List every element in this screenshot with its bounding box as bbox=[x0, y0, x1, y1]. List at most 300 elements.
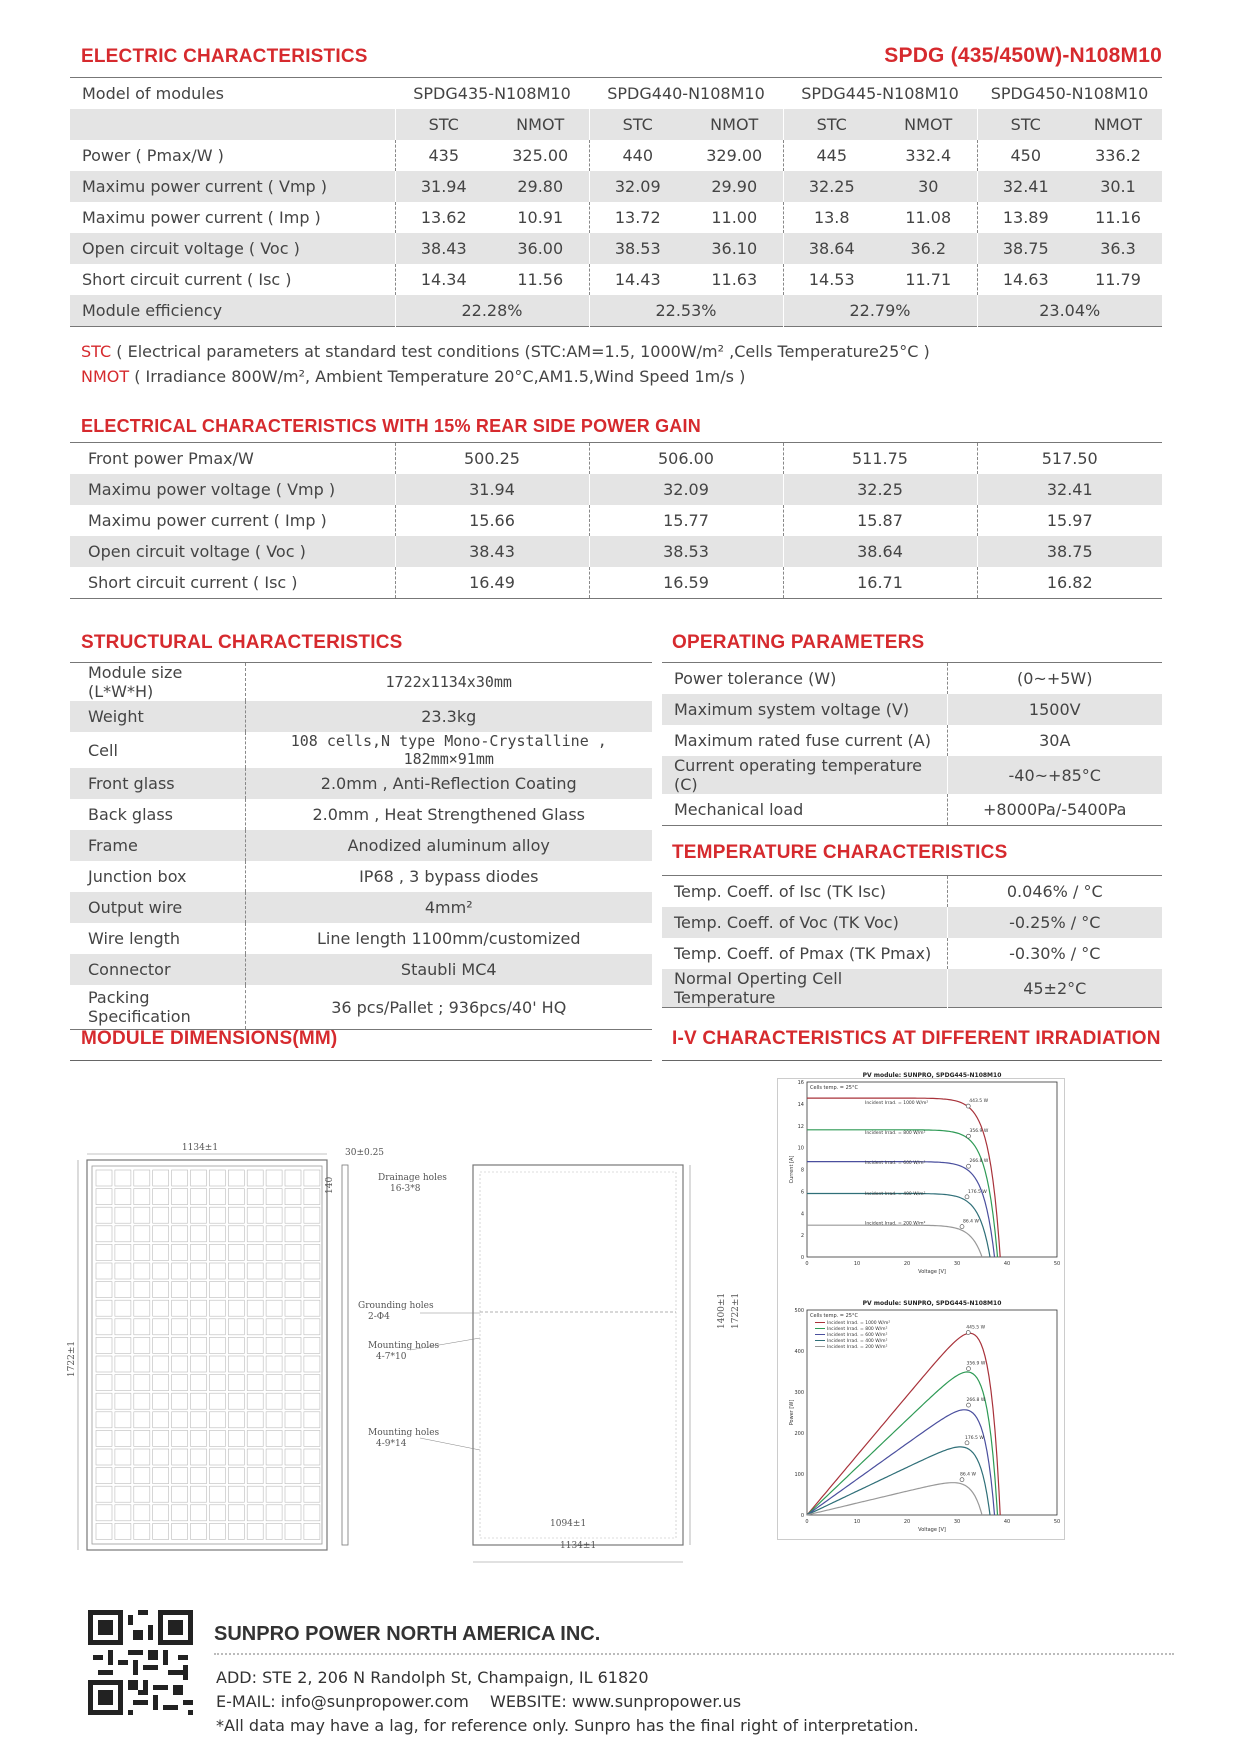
legend-entry: Incident Irrad. = 400 W/m² bbox=[827, 1339, 888, 1344]
table-row bbox=[70, 474, 1162, 505]
solar-cell bbox=[96, 1356, 112, 1372]
row-label: Module efficiency bbox=[70, 295, 395, 327]
mpp-label: 443.5 W bbox=[969, 1099, 989, 1105]
solar-cell bbox=[285, 1468, 301, 1484]
solar-cell bbox=[115, 1412, 131, 1428]
cell-value: 30A bbox=[947, 725, 1162, 756]
table-row bbox=[70, 140, 1162, 171]
series-label: Incident Irrad. = 200 W/m² bbox=[865, 1221, 926, 1227]
stc-key: STC bbox=[81, 342, 112, 361]
y-tick-label: 200 bbox=[794, 1431, 804, 1437]
solar-cell bbox=[304, 1337, 320, 1353]
row-label: Junction box bbox=[88, 867, 187, 886]
cell-value: 4mm² bbox=[245, 892, 652, 923]
solar-cell bbox=[191, 1356, 207, 1372]
solar-cell bbox=[266, 1412, 282, 1428]
cell-value: 15.77 bbox=[589, 505, 783, 536]
y-tick-label: 400 bbox=[794, 1349, 804, 1355]
stc-text: ( Electrical parameters at standard test conditions (STC:AM=1.5, 1000W/m² ,Cells Temperature25°C ) bbox=[111, 342, 930, 361]
solar-cell bbox=[96, 1300, 112, 1316]
solar-cell bbox=[134, 1486, 150, 1502]
solar-cell bbox=[228, 1505, 244, 1521]
solar-cell bbox=[96, 1263, 112, 1279]
mpp-point bbox=[960, 1478, 964, 1482]
row-label: Open circuit voltage ( Voc ) bbox=[70, 233, 395, 264]
solar-cell bbox=[247, 1375, 263, 1391]
cell-value: 38.43 bbox=[395, 233, 492, 264]
solar-cell bbox=[247, 1430, 263, 1446]
solar-cell bbox=[172, 1449, 188, 1465]
solar-cell bbox=[153, 1393, 169, 1409]
solar-cell bbox=[172, 1375, 188, 1391]
solar-cell bbox=[209, 1282, 225, 1298]
cell-value: 31.94 bbox=[395, 474, 589, 505]
mounting-span-label: 1400±1 bbox=[717, 1292, 727, 1329]
footer-divider bbox=[214, 1653, 1174, 1655]
mpp-point bbox=[960, 1225, 964, 1229]
solar-cell bbox=[247, 1244, 263, 1260]
solar-cell bbox=[115, 1486, 131, 1502]
y-tick-label: 2 bbox=[800, 1233, 804, 1240]
row-label: Short circuit current ( Isc ) bbox=[82, 270, 292, 289]
solar-cell bbox=[153, 1468, 169, 1484]
cell-value: 435 bbox=[395, 140, 492, 171]
condition-row bbox=[70, 109, 1162, 140]
nmot-text: ( Irradiance 800W/m², Ambient Temperature 20°C,AM1.5,Wind Speed 1m/s ) bbox=[129, 367, 746, 386]
y-tick-label: 14 bbox=[797, 1101, 804, 1108]
row-label: Packing Specification bbox=[88, 988, 191, 1026]
solar-cell bbox=[266, 1505, 282, 1521]
solar-cell bbox=[172, 1468, 188, 1484]
grounding-spec: 2-Φ4 bbox=[368, 1312, 390, 1322]
solar-cell bbox=[247, 1486, 263, 1502]
overall-height-label: 1722±1 bbox=[731, 1292, 741, 1329]
solar-cell bbox=[172, 1189, 188, 1205]
solar-cell bbox=[172, 1263, 188, 1279]
cell-value: 14.63 bbox=[977, 264, 1074, 295]
row-label: Frame bbox=[70, 830, 245, 861]
solar-cell bbox=[228, 1375, 244, 1391]
solar-cell bbox=[228, 1282, 244, 1298]
solar-cell bbox=[304, 1412, 320, 1428]
solar-cell bbox=[285, 1319, 301, 1335]
solar-cell bbox=[115, 1505, 131, 1521]
y-tick-label: 4 bbox=[800, 1211, 804, 1218]
solar-cell bbox=[172, 1393, 188, 1409]
iv-title: I-V CHARACTERISTICS AT DIFFERENT IRRADIATION bbox=[672, 1028, 1161, 1049]
solar-cell bbox=[191, 1226, 207, 1242]
solar-cell bbox=[96, 1244, 112, 1260]
solar-cell bbox=[228, 1337, 244, 1353]
solar-cell bbox=[96, 1468, 112, 1484]
solar-cell bbox=[209, 1430, 225, 1446]
solar-cell bbox=[134, 1319, 150, 1335]
y-tick-label: 0 bbox=[800, 1255, 804, 1261]
solar-cell bbox=[266, 1337, 282, 1353]
solar-cell bbox=[172, 1282, 188, 1298]
solar-cell bbox=[115, 1430, 131, 1446]
x-tick-label: 40 bbox=[1003, 1261, 1011, 1267]
row-label: Open circuit voltage ( Voc ) bbox=[70, 536, 395, 567]
solar-cell bbox=[304, 1319, 320, 1335]
solar-cell bbox=[285, 1375, 301, 1391]
solar-cell bbox=[266, 1207, 282, 1223]
nmot-header: NMOT bbox=[1074, 109, 1162, 140]
cell-value: 29.90 bbox=[686, 171, 783, 202]
table-row bbox=[70, 768, 652, 799]
solar-cell bbox=[134, 1375, 150, 1391]
inner-width-label: 1094±1 bbox=[550, 1519, 587, 1529]
iv-chart bbox=[777, 1062, 1067, 1542]
cell-value: 14.34 bbox=[395, 264, 492, 295]
cell-value: 13.62 bbox=[395, 202, 492, 233]
stc-header: STC bbox=[589, 109, 686, 140]
mpp-point bbox=[967, 1403, 971, 1407]
solar-cell bbox=[191, 1337, 207, 1353]
cell-value: 2.0mm , Anti-Reflection Coating bbox=[245, 768, 652, 799]
rear-gain-title: ELECTRICAL CHARACTERISTICS WITH 15% REAR SIDE POWER GAIN bbox=[81, 416, 701, 436]
solar-cell bbox=[96, 1449, 112, 1465]
mpp-label: 86.4 W bbox=[963, 1219, 979, 1225]
solar-cell bbox=[96, 1170, 112, 1186]
solar-cell bbox=[228, 1300, 244, 1316]
solar-cell bbox=[247, 1523, 263, 1539]
x-tick-label: 0 bbox=[805, 1519, 809, 1525]
cell-value: 15.66 bbox=[395, 505, 589, 536]
solar-cell bbox=[153, 1300, 169, 1316]
solar-cell bbox=[172, 1337, 188, 1353]
mpp-point bbox=[967, 1134, 971, 1138]
x-tick-label: 10 bbox=[853, 1261, 861, 1267]
solar-cell bbox=[96, 1207, 112, 1223]
cell-value: Anodized aluminum alloy bbox=[245, 830, 652, 861]
solar-cell bbox=[153, 1282, 169, 1298]
row-label: Temp. Coeff. of Voc (TK Voc) bbox=[662, 907, 947, 938]
row-label: Current operating temperature (C) bbox=[662, 756, 947, 794]
solar-cell bbox=[285, 1393, 301, 1409]
solar-cell bbox=[191, 1207, 207, 1223]
nmot-header: NMOT bbox=[492, 109, 589, 140]
solar-cell bbox=[134, 1505, 150, 1521]
cell-value: 13.89 bbox=[977, 202, 1074, 233]
mounting-holes-label: Mounting holes bbox=[368, 1341, 440, 1351]
solar-cell bbox=[285, 1226, 301, 1242]
solar-cell bbox=[285, 1300, 301, 1316]
cell-value: 31.94 bbox=[395, 171, 492, 202]
cell-value: 36 pcs/Pallet ; 936pcs/40' HQ bbox=[245, 985, 652, 1030]
mounting-holes-spec: 4-7*10 bbox=[376, 1352, 407, 1362]
solar-cell bbox=[209, 1337, 225, 1353]
cell-value: 16.82 bbox=[977, 567, 1162, 599]
y-axis-label: Current [A] bbox=[789, 1155, 795, 1184]
solar-cell bbox=[134, 1226, 150, 1242]
cell-value: 325.00 bbox=[512, 146, 569, 165]
solar-cell bbox=[285, 1170, 301, 1186]
solar-cell bbox=[153, 1244, 169, 1260]
mpp-point bbox=[966, 1331, 970, 1335]
solar-cell bbox=[304, 1282, 320, 1298]
solar-cell bbox=[266, 1393, 282, 1409]
solar-cell bbox=[285, 1523, 301, 1539]
series-label: Incident Irrad. = 1000 W/m² bbox=[865, 1101, 929, 1107]
solar-cell bbox=[153, 1319, 169, 1335]
mpp-point bbox=[965, 1195, 969, 1199]
y-tick-label: 8 bbox=[800, 1167, 804, 1174]
solar-cell bbox=[209, 1393, 225, 1409]
cell-value: 30.1 bbox=[1074, 171, 1162, 202]
table-row bbox=[70, 830, 652, 861]
solar-cell bbox=[134, 1244, 150, 1260]
cell-value: 1500V bbox=[947, 694, 1162, 725]
solar-cell bbox=[247, 1468, 263, 1484]
solar-cell bbox=[191, 1505, 207, 1521]
solar-cell bbox=[115, 1189, 131, 1205]
mounting-holes-spec-2: 4-9*14 bbox=[376, 1439, 407, 1449]
row-label: Power tolerance (W) bbox=[674, 669, 837, 688]
cell-value: 15.97 bbox=[977, 505, 1162, 536]
y-tick-label: 300 bbox=[794, 1390, 804, 1396]
solar-cell bbox=[115, 1263, 131, 1279]
solar-cell bbox=[285, 1505, 301, 1521]
solar-cell bbox=[285, 1337, 301, 1353]
solar-cell bbox=[172, 1226, 188, 1242]
cell-value: 517.50 bbox=[977, 443, 1162, 475]
solar-cell bbox=[134, 1468, 150, 1484]
solar-cell bbox=[191, 1430, 207, 1446]
solar-cell bbox=[134, 1282, 150, 1298]
solar-cell bbox=[96, 1486, 112, 1502]
solar-cell bbox=[266, 1282, 282, 1298]
solar-cell bbox=[191, 1468, 207, 1484]
y-tick-label: 10 bbox=[797, 1145, 804, 1152]
x-tick-label: 20 bbox=[903, 1261, 911, 1267]
table-row bbox=[70, 171, 1162, 202]
table-row bbox=[70, 923, 652, 954]
solar-cell bbox=[115, 1393, 131, 1409]
solar-cell bbox=[115, 1300, 131, 1316]
solar-cell bbox=[172, 1244, 188, 1260]
cell-value: 450 bbox=[977, 140, 1074, 171]
solar-cell bbox=[209, 1263, 225, 1279]
table-row bbox=[662, 938, 1162, 969]
nmot-header: NMOT bbox=[880, 109, 977, 140]
disclaimer: *All data may have a lag, for reference only. Sunpro has the final right of interpretation. bbox=[216, 1716, 919, 1735]
solar-cell bbox=[228, 1356, 244, 1372]
efficiency-value: 23.04% bbox=[977, 295, 1162, 327]
solar-cell bbox=[304, 1486, 320, 1502]
solar-cell bbox=[304, 1300, 320, 1316]
solar-cell bbox=[172, 1523, 188, 1539]
solar-cell bbox=[247, 1356, 263, 1372]
operating-title: OPERATING PARAMETERS bbox=[672, 632, 925, 653]
cell-value: 11.63 bbox=[711, 270, 758, 289]
solar-cell bbox=[285, 1356, 301, 1372]
x-tick-label: 10 bbox=[853, 1519, 861, 1525]
table-row bbox=[70, 264, 1162, 295]
solar-cell bbox=[209, 1486, 225, 1502]
y-tick-label: 16 bbox=[797, 1080, 804, 1086]
cell-value: 11.56 bbox=[517, 270, 564, 289]
table-row bbox=[70, 663, 652, 702]
table-row bbox=[70, 799, 652, 830]
model-name: SPDG435-N108M10 bbox=[413, 84, 571, 103]
solar-cell bbox=[285, 1449, 301, 1465]
mpp-point bbox=[966, 1104, 970, 1108]
row-label: Front glass bbox=[70, 768, 245, 799]
nmot-note bbox=[81, 367, 745, 386]
solar-cell bbox=[285, 1486, 301, 1502]
solar-cell bbox=[153, 1412, 169, 1428]
row-label: Temp. Coeff. of Isc (TK Isc) bbox=[674, 882, 886, 901]
email: E-MAIL: info@sunpropower.com bbox=[216, 1692, 469, 1711]
solar-cell bbox=[209, 1468, 225, 1484]
solar-cell bbox=[209, 1319, 225, 1335]
solar-cell bbox=[96, 1319, 112, 1335]
side-height-label: 140 bbox=[325, 1176, 335, 1194]
row-label: Power ( Pmax/W ) bbox=[82, 146, 224, 165]
stc-note bbox=[81, 342, 930, 361]
row-label: Weight bbox=[70, 701, 245, 732]
dimensions-title: MODULE DIMENSIONS(MM) bbox=[81, 1028, 338, 1049]
solar-cell bbox=[115, 1356, 131, 1372]
solar-cell bbox=[96, 1505, 112, 1521]
table-row bbox=[662, 756, 1162, 794]
solar-cell bbox=[304, 1430, 320, 1446]
solar-cell bbox=[304, 1523, 320, 1539]
solar-cell bbox=[285, 1282, 301, 1298]
cell-value: -0.25% / °C bbox=[947, 907, 1162, 938]
solar-cell bbox=[153, 1356, 169, 1372]
mpp-label: 176.5 W bbox=[968, 1189, 987, 1195]
mpp-label: 266.8 W bbox=[966, 1398, 986, 1404]
solar-cell bbox=[228, 1430, 244, 1446]
solar-cell bbox=[247, 1282, 263, 1298]
height-dimension-label: 1722±1 bbox=[67, 1340, 77, 1378]
solar-cell bbox=[266, 1319, 282, 1335]
model-name: SPDG440-N108M10 bbox=[607, 84, 765, 103]
cell-value: 32.09 bbox=[589, 474, 783, 505]
solar-cell bbox=[153, 1375, 169, 1391]
table-row bbox=[70, 505, 1162, 536]
mpp-label: 445.5 W bbox=[966, 1325, 986, 1331]
table-row bbox=[70, 985, 652, 1030]
solar-cell bbox=[304, 1468, 320, 1484]
table-row bbox=[662, 725, 1162, 756]
table-row bbox=[662, 694, 1162, 725]
solar-cell bbox=[96, 1337, 112, 1353]
solar-cell bbox=[134, 1393, 150, 1409]
cell-value: 11.00 bbox=[711, 208, 758, 227]
solar-cell bbox=[247, 1226, 263, 1242]
solar-cell bbox=[304, 1505, 320, 1521]
cell-value: Staubli MC4 bbox=[245, 954, 652, 985]
solar-cell bbox=[285, 1244, 301, 1260]
solar-cell bbox=[134, 1189, 150, 1205]
solar-cell bbox=[115, 1170, 131, 1186]
row-label: Module size (L*W*H) bbox=[88, 663, 183, 701]
solar-cell bbox=[115, 1282, 131, 1298]
table-row bbox=[70, 732, 652, 768]
solar-cell bbox=[247, 1337, 263, 1353]
cell-value: 440 bbox=[589, 140, 686, 171]
solar-cell bbox=[96, 1430, 112, 1446]
row-label: Short circuit current ( Isc ) bbox=[88, 573, 298, 592]
cell-value: 23.3kg bbox=[245, 701, 652, 732]
row-label: Maximu power current ( Imp ) bbox=[88, 511, 327, 530]
legend-entry: Incident Irrad. = 800 W/m² bbox=[827, 1327, 888, 1332]
cell-value: 2.0mm , Heat Strengthened Glass bbox=[245, 799, 652, 830]
nmot-header: NMOT bbox=[686, 109, 783, 140]
row-label: Front power Pmax/W bbox=[88, 449, 254, 468]
x-axis-label: Voltage [V] bbox=[918, 1527, 946, 1533]
row-label: Maximu power current ( Vmp ) bbox=[70, 171, 395, 202]
solar-cell bbox=[191, 1393, 207, 1409]
solar-cell bbox=[266, 1170, 282, 1186]
series-label: Incident Irrad. = 400 W/m² bbox=[865, 1191, 926, 1197]
solar-cell bbox=[153, 1430, 169, 1446]
solar-cell bbox=[153, 1263, 169, 1279]
cell-value: 36.10 bbox=[686, 233, 783, 264]
model-series-title: SPDG (435/450W)-N108M10 bbox=[884, 44, 1162, 67]
x-tick-label: 50 bbox=[1053, 1519, 1061, 1525]
solar-cell bbox=[191, 1319, 207, 1335]
solar-cell bbox=[209, 1412, 225, 1428]
solar-cell bbox=[266, 1263, 282, 1279]
width-dimension-label: 1134±1 bbox=[181, 1143, 219, 1153]
solar-cell bbox=[96, 1412, 112, 1428]
table-row bbox=[662, 663, 1162, 695]
cell-value: 11.71 bbox=[905, 270, 952, 289]
divider bbox=[70, 1060, 652, 1061]
cell-value: 329.00 bbox=[706, 146, 763, 165]
solar-cell bbox=[228, 1468, 244, 1484]
efficiency-value: 22.53% bbox=[589, 295, 783, 327]
solar-cell bbox=[172, 1319, 188, 1335]
row-label: Cell bbox=[88, 740, 118, 760]
mpp-label: 176.5 W bbox=[965, 1435, 984, 1441]
solar-cell bbox=[172, 1207, 188, 1223]
x-axis-label: Voltage [V] bbox=[918, 1269, 946, 1275]
solar-cell bbox=[172, 1300, 188, 1316]
solar-cell bbox=[134, 1207, 150, 1223]
module-dimension-drawing bbox=[67, 1070, 741, 1551]
structural-title: STRUCTURAL CHARACTERISTICS bbox=[81, 632, 403, 653]
solar-cell bbox=[209, 1244, 225, 1260]
mounting-holes-label-2: Mounting holes bbox=[368, 1428, 440, 1438]
table-row bbox=[662, 794, 1162, 826]
solar-cell bbox=[228, 1226, 244, 1242]
cell-value: 30 bbox=[880, 171, 977, 202]
solar-cell bbox=[209, 1505, 225, 1521]
solar-cell bbox=[191, 1449, 207, 1465]
cell-value: 32.41 bbox=[977, 171, 1074, 202]
cell-value: 32.25 bbox=[783, 171, 880, 202]
row-label: Maximum system voltage (V) bbox=[662, 694, 947, 725]
solar-cell bbox=[191, 1486, 207, 1502]
solar-cell bbox=[191, 1300, 207, 1316]
x-tick-label: 50 bbox=[1053, 1261, 1061, 1267]
solar-cell bbox=[266, 1356, 282, 1372]
cell-value: 15.87 bbox=[783, 505, 977, 536]
legend-entry: Incident Irrad. = 600 W/m² bbox=[827, 1333, 888, 1338]
bottom-width-label: 1134±1 bbox=[560, 1541, 597, 1551]
solar-cell bbox=[228, 1449, 244, 1465]
solar-cell bbox=[153, 1523, 169, 1539]
cell-value: 29.80 bbox=[492, 171, 589, 202]
solar-cell bbox=[266, 1226, 282, 1242]
stc-header: STC bbox=[977, 109, 1074, 140]
solar-cell bbox=[115, 1337, 131, 1353]
